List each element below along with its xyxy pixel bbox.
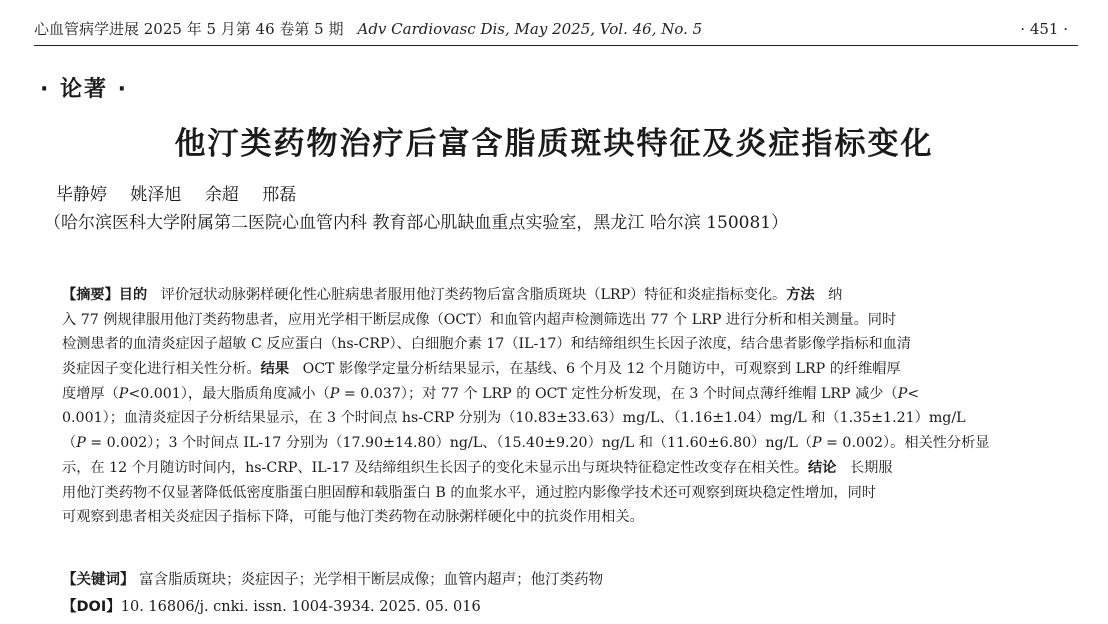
- abstract-line: 用他汀类药物不仅显著降低低密度脂蛋白胆固醇和载脂蛋白 B 的血浆水平，通过腔内影像学技术还可观察到斑块稳定性增加，同时: [62, 484, 876, 501]
- abstract-text: 长期服: [849, 459, 893, 476]
- abstract-line: [62, 456, 1054, 481]
- abstract: [62, 283, 1054, 530]
- author-name: 姚泽旭: [130, 185, 182, 205]
- abstract-text: <: [907, 385, 920, 402]
- result-label: 结果: [260, 361, 290, 378]
- p-symbol: P: [897, 385, 908, 402]
- objective-label: 目的: [118, 287, 148, 303]
- section-label: · 论著 ·: [40, 77, 129, 102]
- abstract-text: 评价冠状动脉粥样硬化性心脏病患者服用他汀类药物后富含脂质斑块（LRP）特征和炎症指标变化。: [160, 287, 787, 303]
- doi: [62, 595, 481, 616]
- abstract-line: 入 77 例规律服用他汀类药物患者，应用光学相干断层成像（OCT）和血管内超声检测筛选出 77 个 LRP 进行分析和相关测量。同时: [62, 311, 897, 328]
- keywords-label: 【关键词】: [62, 572, 135, 588]
- abstract-line: 可观察到患者相关炎症因子指标下降，可能与他汀类药物在动脉粥样硬化中的抗炎作用相关。: [62, 509, 644, 526]
- author-list: [56, 180, 314, 205]
- abstract-text: <0.001），最大脂质角度减小（: [128, 385, 330, 402]
- abstract-line: [62, 382, 1054, 407]
- abstract-text: = 0.002）；3 个时间点 IL-17 分别为（17.90±14.80）ng/L、（15.40±9.20）ng/L 和（11.60±6.80）ng/L（: [85, 435, 812, 452]
- abstract-line: 检测患者的血清炎症因子超敏 C 反应蛋白（hs-CRP）、白细胞介素 17（IL-17）和结缔组织生长因子浓度，结合患者影像学指标和血清: [62, 336, 912, 353]
- keywords-text: 富含脂质斑块；炎症因子；光学相干断层成像；血管内超声；他汀类药物: [139, 572, 604, 588]
- author-name: 余超: [204, 185, 239, 205]
- header-rule: [34, 45, 1078, 46]
- abstract-text: = 0.037）；对 77 个 LRP 的 OCT 定性分析发现，在 3 个时间点薄纤维帽 LRP 减少（: [339, 385, 898, 402]
- abstract-text: 炎症因子变化进行相关性分析。: [62, 361, 261, 378]
- author-name: 毕静婷: [56, 185, 107, 205]
- p-symbol: P: [118, 385, 129, 402]
- journal-name-en: Adv Cardiovasc Dis, May 2025, Vol. 46, No. 5: [357, 20, 703, 38]
- author-affiliation: （哈尔滨医科大学附属第二医院心血管内科 教育部心肌缺血重点实验室，黑龙江 哈尔滨 150081）: [44, 213, 789, 233]
- keywords: [62, 568, 603, 589]
- abstract-label: 【摘要】: [62, 287, 119, 303]
- p-symbol: P: [329, 385, 340, 402]
- doi-text: 10. 16806/j. cnki. issn. 1004-3934. 2025. 05. 016: [120, 599, 481, 615]
- abstract-text: 度增厚（: [62, 385, 119, 402]
- abstract-text: 纳: [828, 287, 843, 303]
- article-title: 他汀类药物治疗后富含脂质斑块特征及炎症指标变化: [174, 126, 934, 162]
- abstract-line: 0.001）；血清炎症因子分析结果显示，在 3 个时间点 hs-CRP 分别为（10.83±33.63）mg/L、（1.16±1.04）mg/L 和（1.35±1.21）mg/L: [62, 410, 966, 427]
- author-name: 邢磊: [262, 185, 297, 205]
- abstract-line: [62, 283, 1054, 308]
- abstract-line: [62, 357, 1054, 382]
- journal-citation: [34, 19, 702, 39]
- abstract-line: [62, 431, 1054, 456]
- abstract-text: OCT 影像学定量分析结果显示，在基线、6 个月及 12 个月随访中，可观察到 LRP 的纤维帽厚: [302, 361, 901, 378]
- conclusion-label: 结论: [808, 459, 837, 476]
- abstract-text: = 0.002）。相关性分析显: [821, 435, 990, 452]
- abstract-text: （: [62, 435, 77, 452]
- abstract-text: 示，在 12 个月随访时间内，hs-CRP、IL-17 及结缔组织生长因子的变化未显示出与斑块特征稳定性改变存在相关性。: [62, 459, 809, 476]
- p-symbol: P: [76, 435, 86, 452]
- method-label: 方法: [786, 287, 815, 303]
- p-symbol: P: [811, 435, 822, 452]
- journal-name-cn: 心血管病学进展 2025 年 5 月第 46 卷第 5 期: [34, 20, 344, 38]
- page-number: · 451 ·: [1020, 20, 1068, 38]
- doi-label: 【DOI】: [62, 599, 121, 615]
